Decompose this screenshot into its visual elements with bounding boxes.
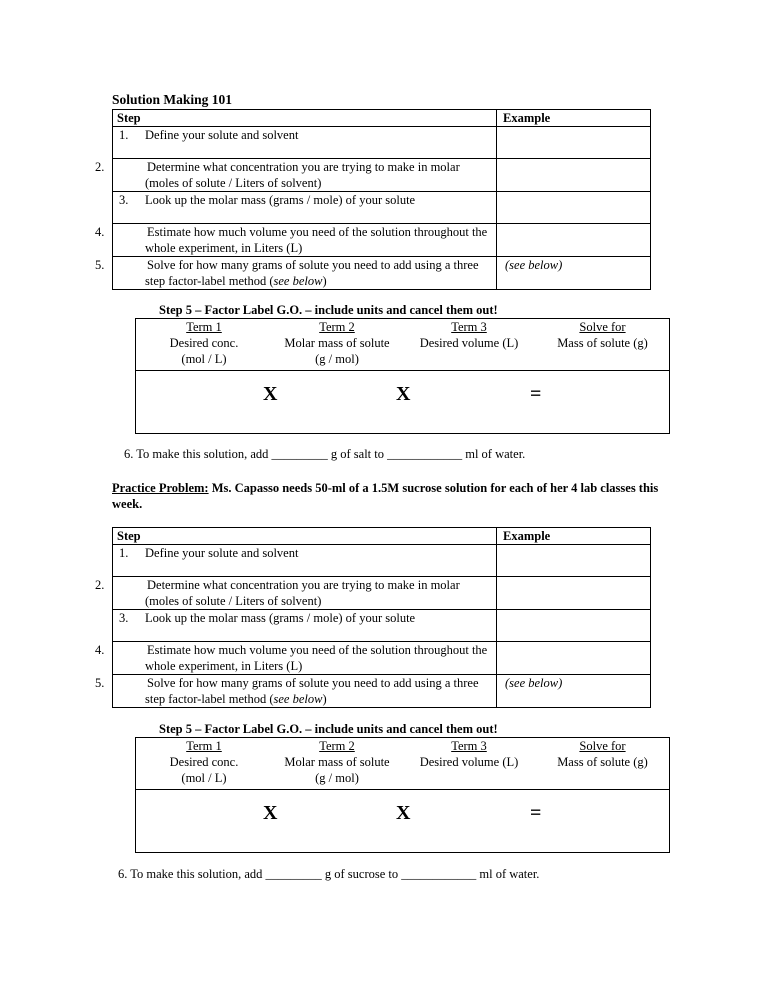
term-1-header: Term 1 Desired conc. (mol / L) bbox=[169, 320, 239, 366]
example-cell[interactable] bbox=[497, 159, 651, 192]
step-cell: 1. Define your solute and solvent bbox=[113, 545, 497, 577]
multiply-sign: X bbox=[263, 383, 278, 405]
step-cell: 5. Solve for how many grams of solute you need to add using a three step factor-label method (see below) bbox=[113, 257, 497, 290]
page-title: Solution Making 101 bbox=[112, 92, 233, 107]
step-cell: 1. Define your solute and solvent bbox=[113, 127, 497, 159]
example-cell[interactable] bbox=[497, 577, 651, 610]
example-cell[interactable] bbox=[497, 545, 651, 577]
practice-text: Ms. Capasso needs 50-ml of a 1.5M sucrose solution for each of her 4 lab classes this week. bbox=[112, 481, 659, 511]
example-cell: (see below) bbox=[497, 675, 651, 708]
step-cell: 4. Estimate how much volume you need of the solution throughout the whole experiment, in Liters (L) bbox=[113, 642, 497, 675]
term-3-header: Term 3 Desired volume (L) bbox=[419, 320, 519, 350]
example-cell: (see below) bbox=[497, 257, 651, 290]
step-header: Step bbox=[113, 110, 497, 127]
term-2-header: Term 2 Molar mass of solute (g / mol) bbox=[284, 739, 390, 785]
practice-problem bbox=[112, 480, 672, 512]
factor-label-work-area[interactable] bbox=[136, 790, 669, 852]
multiply-sign: X bbox=[396, 383, 411, 405]
factor-label-work-area[interactable] bbox=[136, 371, 669, 433]
factor-label-grid-1 bbox=[135, 318, 670, 434]
term-2-header: Term 2 Molar mass of solute (g / mol) bbox=[284, 320, 390, 366]
example-cell[interactable] bbox=[497, 127, 651, 159]
term-3-header: Term 3 Desired volume (L) bbox=[419, 739, 519, 769]
step-table-1 bbox=[95, 109, 651, 290]
multiply-sign: X bbox=[263, 802, 278, 824]
equals-sign: = bbox=[530, 802, 542, 824]
example-cell[interactable] bbox=[497, 610, 651, 642]
multiply-sign: X bbox=[396, 802, 411, 824]
example-cell[interactable] bbox=[497, 642, 651, 675]
example-cell[interactable] bbox=[497, 192, 651, 224]
step-cell: 4. Estimate how much volume you need of the solution throughout the whole experiment, in Liters (L) bbox=[113, 224, 497, 257]
practice-label: Practice Problem: bbox=[112, 481, 209, 495]
sucrose-answer-line: 6. To make this solution, add _________ g of sucrose to ____________ ml of water. bbox=[118, 867, 540, 881]
factor-label-grid-2 bbox=[135, 737, 670, 853]
step-cell: 2. Determine what concentration you are trying to make in molar (moles of solute / Liters of solvent) bbox=[113, 159, 497, 192]
solve-for-header: Solve for Mass of solute (g) bbox=[557, 320, 648, 350]
example-header: Example bbox=[497, 528, 651, 545]
step-cell: 5. Solve for how many grams of solute you need to add using a three step factor-label method (see below) bbox=[113, 675, 497, 708]
step-table-2 bbox=[95, 527, 651, 708]
step-header: Step bbox=[113, 528, 497, 545]
step-cell: 3. Look up the molar mass (grams / mole) of your solute bbox=[113, 610, 497, 642]
solve-for-header: Solve for Mass of solute (g) bbox=[557, 739, 648, 769]
factor-label-title: Step 5 – Factor Label G.O. – include units and cancel them out! bbox=[159, 303, 498, 317]
example-cell[interactable] bbox=[497, 224, 651, 257]
step-cell: 2. Determine what concentration you are trying to make in molar (moles of solute / Liters of solvent) bbox=[113, 577, 497, 610]
equals-sign: = bbox=[530, 383, 542, 405]
salt-answer-line: 6. To make this solution, add _________ g of salt to ____________ ml of water. bbox=[124, 447, 526, 461]
step-cell: 3. Look up the molar mass (grams / mole) of your solute bbox=[113, 192, 497, 224]
factor-label-title: Step 5 – Factor Label G.O. – include units and cancel them out! bbox=[159, 722, 498, 736]
example-header: Example bbox=[497, 110, 651, 127]
term-1-header: Term 1 Desired conc. (mol / L) bbox=[169, 739, 239, 785]
